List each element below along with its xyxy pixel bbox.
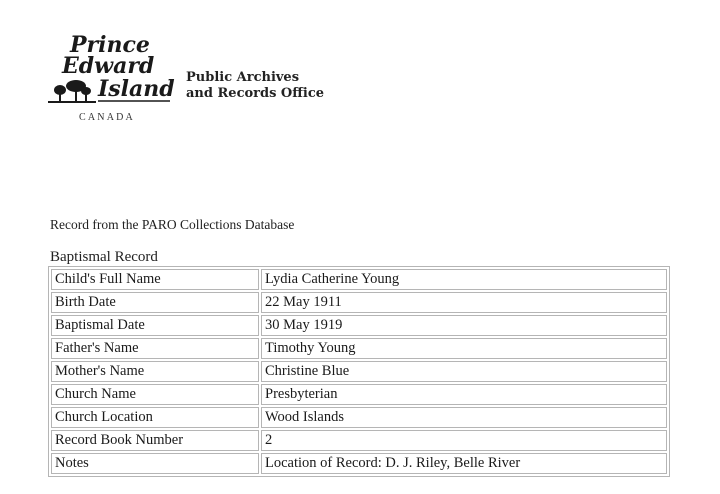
wordmark-island: Island: [98, 76, 175, 102]
table-row: [51, 361, 667, 382]
table-row: [51, 407, 667, 428]
field-value: Lydia Catherine Young: [261, 269, 667, 290]
field-value: 2: [261, 430, 667, 451]
field-label: Father's Name: [51, 338, 259, 359]
field-label: Baptismal Date: [51, 315, 259, 336]
field-label: Church Location: [51, 407, 259, 428]
field-label: Record Book Number: [51, 430, 259, 451]
field-value: Wood Islands: [261, 407, 667, 428]
trees-icon: [48, 80, 96, 103]
logo-country: CANADA: [79, 112, 135, 123]
wordmark-edward: Edward: [62, 53, 155, 79]
field-value: Presbyterian: [261, 384, 667, 405]
field-value: Timothy Young: [261, 338, 667, 359]
field-label: Birth Date: [51, 292, 259, 313]
baptismal-record-table: [48, 266, 670, 477]
field-value: Location of Record: D. J. Riley, Belle River: [261, 453, 667, 474]
table-row: [51, 430, 667, 451]
field-label: Notes: [51, 453, 259, 474]
table-row: [51, 269, 667, 290]
table-row: [51, 315, 667, 336]
field-value: Christine Blue: [261, 361, 667, 382]
field-value: 30 May 1919: [261, 315, 667, 336]
record-table-body: [51, 269, 667, 474]
source-line: Record from the PARO Collections Database: [50, 217, 295, 232]
field-label: Church Name: [51, 384, 259, 405]
office-name-line: and Records Office: [186, 86, 325, 101]
office-name: [186, 70, 324, 102]
field-label: Child's Full Name: [51, 269, 259, 290]
table-row: [51, 384, 667, 405]
wordmark-prince: Prince: [70, 32, 150, 58]
table-row: [51, 292, 667, 313]
table-row: [51, 338, 667, 359]
office-name-line: Public Archives: [186, 70, 300, 85]
field-value: 22 May 1911: [261, 292, 667, 313]
table-row: [51, 453, 667, 474]
record-caption: Baptismal Record: [50, 249, 158, 265]
field-label: Mother's Name: [51, 361, 259, 382]
